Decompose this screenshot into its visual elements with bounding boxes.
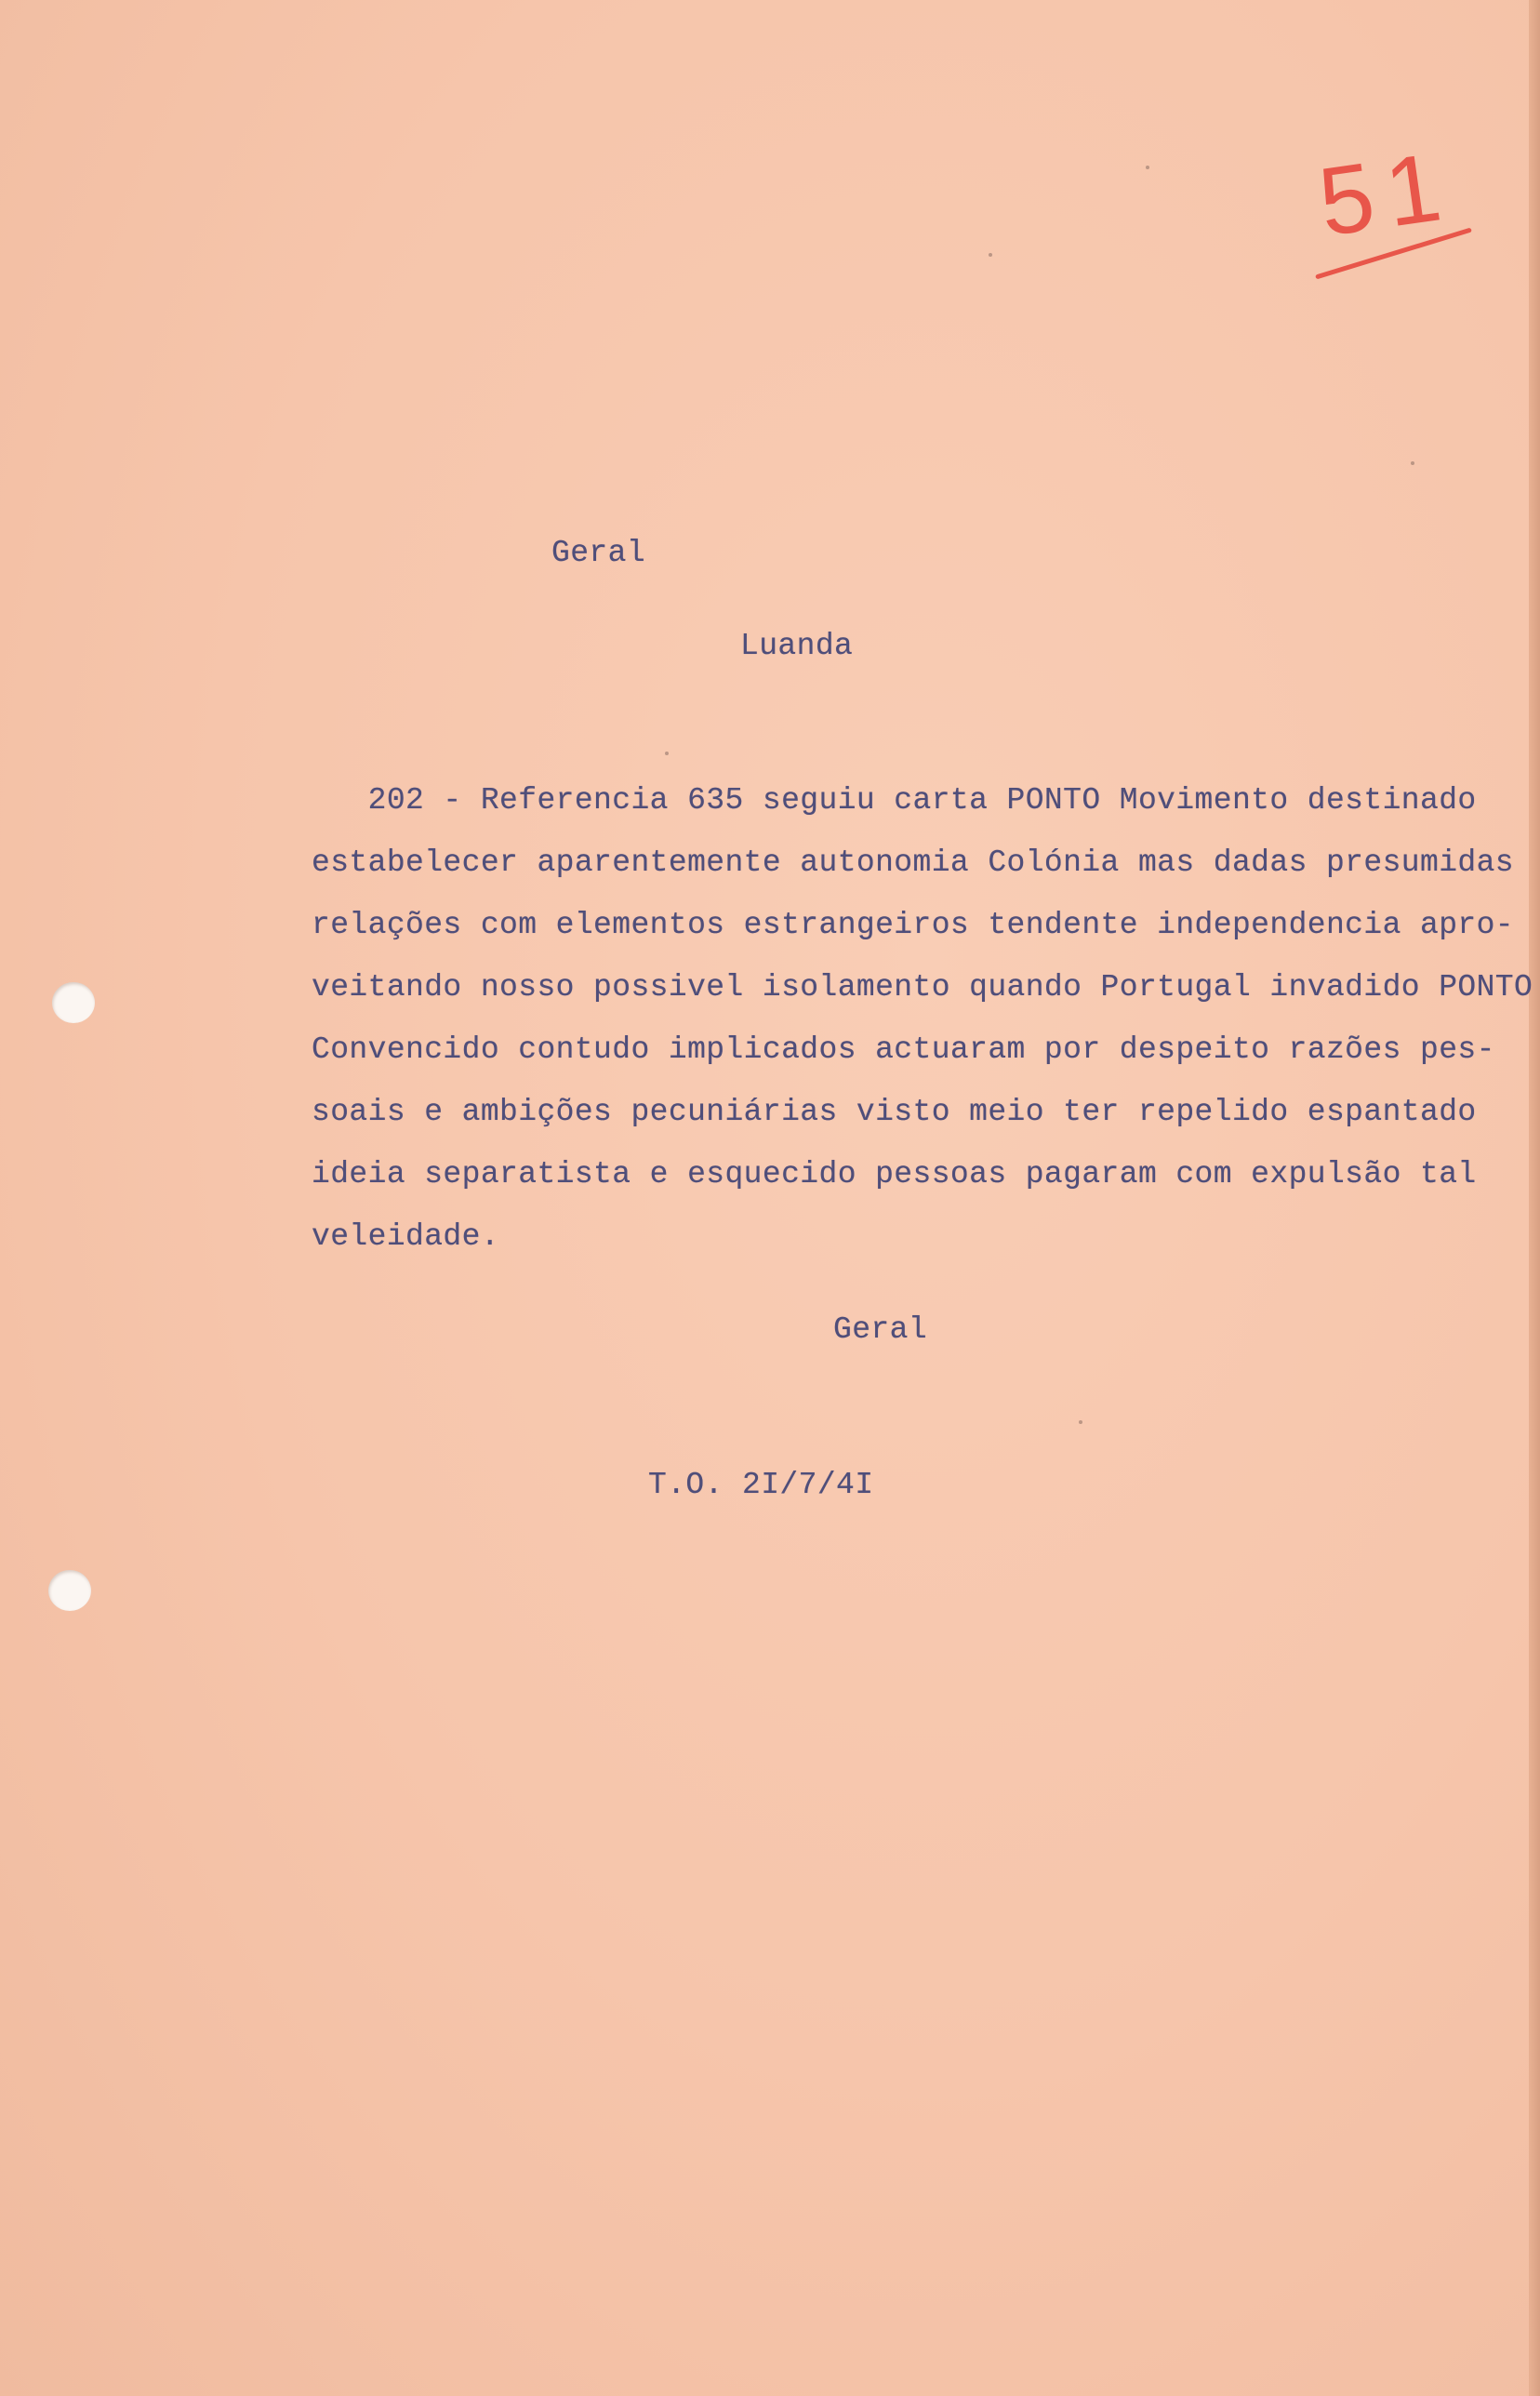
punch-hole-lower bbox=[48, 1570, 91, 1611]
paper-speck bbox=[665, 752, 669, 755]
paper-speck bbox=[989, 253, 992, 257]
body-line: ideia separatista e esquecido pessoas pagaram com expulsão tal bbox=[312, 1157, 1477, 1191]
signature-line: Geral bbox=[833, 1312, 928, 1347]
folio-number: 51 bbox=[1312, 131, 1460, 258]
body-line: relações com elementos estrangeiros tendente independencia apro- bbox=[312, 908, 1515, 942]
punch-hole-upper bbox=[52, 982, 95, 1023]
body-line: soais e ambições pecuniárias visto meio ter repelido espantado bbox=[312, 1095, 1477, 1129]
paper-edge bbox=[1529, 0, 1540, 2396]
place-line: Luanda bbox=[740, 629, 854, 663]
paper-speck bbox=[1411, 461, 1414, 465]
folio-mark bbox=[1307, 131, 1483, 298]
paper-speck bbox=[1079, 1420, 1082, 1424]
body-line: veleidade. bbox=[312, 1219, 500, 1254]
addressee-line: Geral bbox=[551, 536, 646, 570]
paper-speck bbox=[1146, 166, 1149, 169]
body-line: veitando nosso possivel isolamento quando Portugal invadido PONTO bbox=[312, 970, 1533, 1005]
body-line: 202 - Referencia 635 seguiu carta PONTO Movimento destinado bbox=[312, 783, 1477, 818]
body-line: Convencido contudo implicados actuaram por despeito razões pes- bbox=[312, 1032, 1495, 1067]
body-line: estabelecer aparentemente autonomia Colónia mas dadas presumidas bbox=[312, 845, 1515, 880]
date-line: T.O. 2I/7/4I bbox=[648, 1468, 874, 1502]
